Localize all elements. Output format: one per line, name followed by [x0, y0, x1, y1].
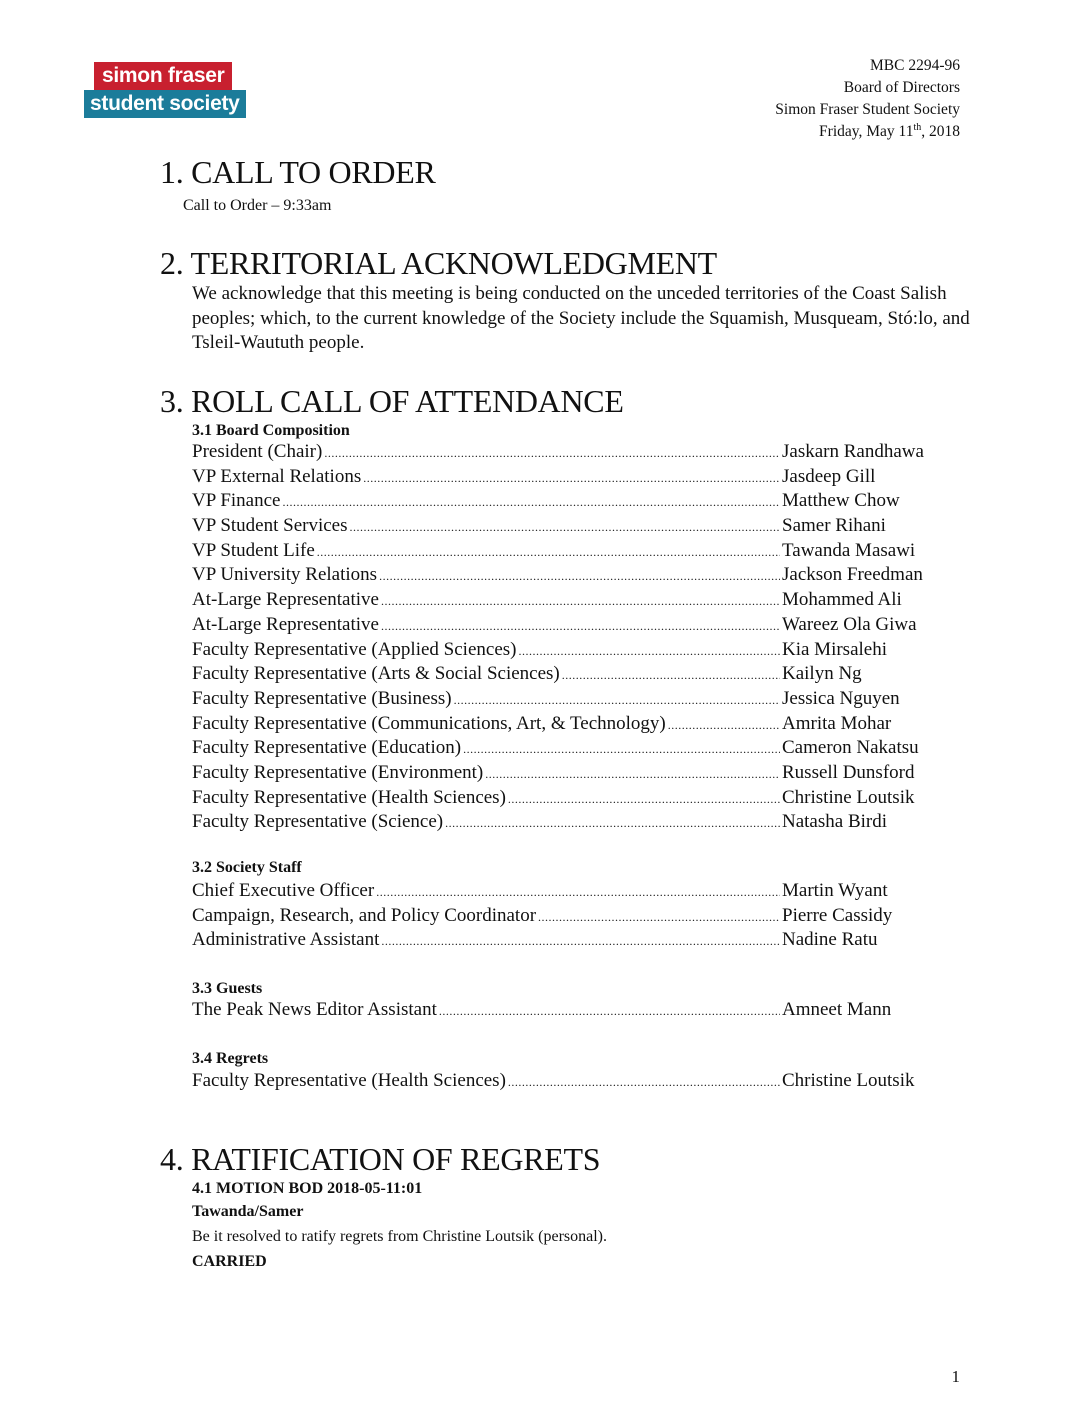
- roster-row: [192, 515, 952, 540]
- roster-name: Jasdeep Gill: [782, 465, 876, 487]
- page-number: 1: [951, 1367, 960, 1386]
- section-1-title: 1. CALL TO ORDER: [160, 154, 436, 190]
- logo-line-1: simon fraser: [94, 62, 232, 90]
- roster-row: [192, 787, 952, 812]
- roster-name: Mohammed Ali: [782, 589, 902, 611]
- roster-name: Nadine Ratu: [782, 929, 878, 951]
- roster-name: Natasha Birdi: [782, 811, 888, 833]
- sfss-logo: [84, 62, 266, 118]
- roster-role: VP External Relations: [192, 465, 362, 487]
- roster-role: Administrative Assistant: [192, 929, 380, 951]
- roster-role: At-Large Representative: [192, 613, 379, 635]
- guests-heading: 3.3 Guests: [192, 980, 263, 997]
- dot-leader: [454, 693, 780, 708]
- roster-role: Chief Executive Officer: [192, 880, 375, 901]
- roster-role: VP Finance: [192, 490, 281, 512]
- roster-row: [192, 614, 952, 639]
- roster-role: Faculty Representative (Health Sciences): [192, 1070, 506, 1091]
- society-staff-heading: 3.2 Society Staff: [192, 859, 302, 876]
- dot-leader: [282, 495, 780, 510]
- roster-name: Pierre Cassidy: [782, 904, 893, 926]
- roster-role: At-Large Representative: [192, 589, 379, 611]
- dot-leader: [376, 885, 780, 900]
- motion-movers: Tawanda/Samer: [192, 1203, 304, 1220]
- roster-role: President (Chair): [192, 441, 323, 462]
- roster-row: [192, 880, 952, 905]
- document-header: [775, 55, 960, 143]
- dot-leader: [379, 569, 780, 584]
- dot-leader: [324, 446, 780, 461]
- staff-roster: [192, 880, 952, 954]
- dot-leader: [381, 934, 780, 949]
- dot-leader: [562, 668, 780, 683]
- section-2-title: 2. TERRITORIAL ACKNOWLEDGMENT: [160, 245, 717, 281]
- header-body: Board of Directors: [843, 79, 960, 96]
- roster-row: [192, 1070, 952, 1095]
- dot-leader: [381, 594, 780, 609]
- roster-role: Faculty Representative (Education): [192, 737, 462, 759]
- roster-name: Christine Loutsik: [782, 1070, 915, 1091]
- roster-role: VP University Relations: [192, 564, 378, 586]
- roster-name: Tawanda Masawi: [782, 539, 916, 561]
- dot-leader: [668, 718, 780, 733]
- dot-leader: [350, 520, 780, 535]
- roster-role: Campaign, Research, and Policy Coordinator: [192, 904, 537, 926]
- roster-row: [192, 905, 952, 930]
- roster-name: Wareez Ola Giwa: [782, 613, 917, 635]
- territorial-acknowledgment-text: We acknowledge that this meeting is being conducted on the unceded territories of the Coast Salish peoples; which, to the current knowledge of the Society include the Squamish, Musqueam, Stó:lo, and Tsleil-Waututh people.: [192, 283, 970, 353]
- roster-name: Amrita Mohar: [782, 712, 892, 734]
- dot-leader: [381, 619, 780, 634]
- call-to-order-note: Call to Order – 9:33am: [183, 197, 332, 214]
- roster-name: Amneet Mann: [782, 999, 892, 1020]
- motion-result: CARRIED: [192, 1253, 267, 1270]
- guests-roster: [192, 999, 952, 1024]
- roster-name: Russell Dunsford: [782, 761, 915, 783]
- roster-name: Matthew Chow: [782, 490, 900, 512]
- roster-row: [192, 713, 952, 738]
- roster-name: Martin Wyant: [782, 880, 888, 901]
- roster-role: Faculty Representative (Communications, Art, & Technology): [192, 712, 666, 734]
- roster-row: [192, 490, 952, 515]
- roster-row: [192, 811, 952, 836]
- roster-role: Faculty Representative (Arts & Social Sciences): [192, 663, 560, 685]
- roster-name: Jaskarn Randhawa: [782, 441, 924, 462]
- roster-name: Kailyn Ng: [782, 663, 862, 685]
- roster-row: [192, 589, 952, 614]
- dot-leader: [439, 1004, 780, 1019]
- section-4-title: 4. RATIFICATION OF REGRETS: [160, 1141, 601, 1177]
- roster-row: [192, 688, 952, 713]
- board-roster: [192, 441, 952, 836]
- dot-leader: [508, 792, 780, 807]
- header-org: Simon Fraser Student Society: [775, 101, 960, 118]
- roster-row: [192, 929, 952, 954]
- header-ref: MBC 2294-96: [870, 57, 960, 74]
- roster-role: VP Student Life: [192, 539, 315, 561]
- roster-row: [192, 441, 952, 466]
- dot-leader: [445, 816, 780, 831]
- roster-role: Faculty Representative (Health Sciences): [192, 786, 506, 808]
- roster-row: [192, 737, 952, 762]
- board-composition-heading: 3.1 Board Composition: [192, 422, 350, 439]
- regrets-roster: [192, 1070, 952, 1095]
- roster-name: Jessica Nguyen: [782, 687, 900, 709]
- roster-role: The Peak News Editor Assistant: [192, 999, 437, 1020]
- motion-text: Be it resolved to ratify regrets from Christine Loutsik (personal).: [192, 1228, 608, 1245]
- roster-row: [192, 564, 952, 589]
- roster-name: Jackson Freedman: [782, 564, 923, 586]
- dot-leader: [363, 471, 780, 486]
- roster-row: [192, 540, 952, 565]
- roster-row: [192, 762, 952, 787]
- roster-name: Samer Rihani: [782, 515, 886, 537]
- dot-leader: [485, 767, 780, 782]
- dot-leader: [317, 545, 780, 560]
- logo-line-2: student society: [84, 90, 246, 118]
- roster-role: Faculty Representative (Science): [192, 811, 444, 833]
- roster-role: Faculty Representative (Business): [192, 687, 452, 709]
- dot-leader: [518, 644, 780, 659]
- motion-number: 4.1 MOTION BOD 2018-05-11:01: [192, 1180, 423, 1197]
- roster-row: [192, 663, 952, 688]
- dot-leader: [538, 910, 780, 925]
- roster-name: Cameron Nakatsu: [782, 737, 919, 759]
- roster-row: [192, 466, 952, 491]
- section-3-title: 3. ROLL CALL OF ATTENDANCE: [160, 383, 624, 419]
- roster-row: [192, 639, 952, 664]
- regrets-heading: 3.4 Regrets: [192, 1050, 269, 1067]
- dot-leader: [508, 1075, 780, 1090]
- header-date: Friday, May 11th, 2018: [819, 121, 960, 140]
- roster-row: [192, 999, 952, 1024]
- roster-role: Faculty Representative (Applied Sciences): [192, 638, 517, 660]
- roster-name: Christine Loutsik: [782, 786, 915, 808]
- dot-leader: [463, 742, 780, 757]
- roster-role: VP Student Services: [192, 515, 348, 537]
- roster-role: Faculty Representative (Environment): [192, 761, 484, 783]
- roster-name: Kia Mirsalehi: [782, 638, 888, 660]
